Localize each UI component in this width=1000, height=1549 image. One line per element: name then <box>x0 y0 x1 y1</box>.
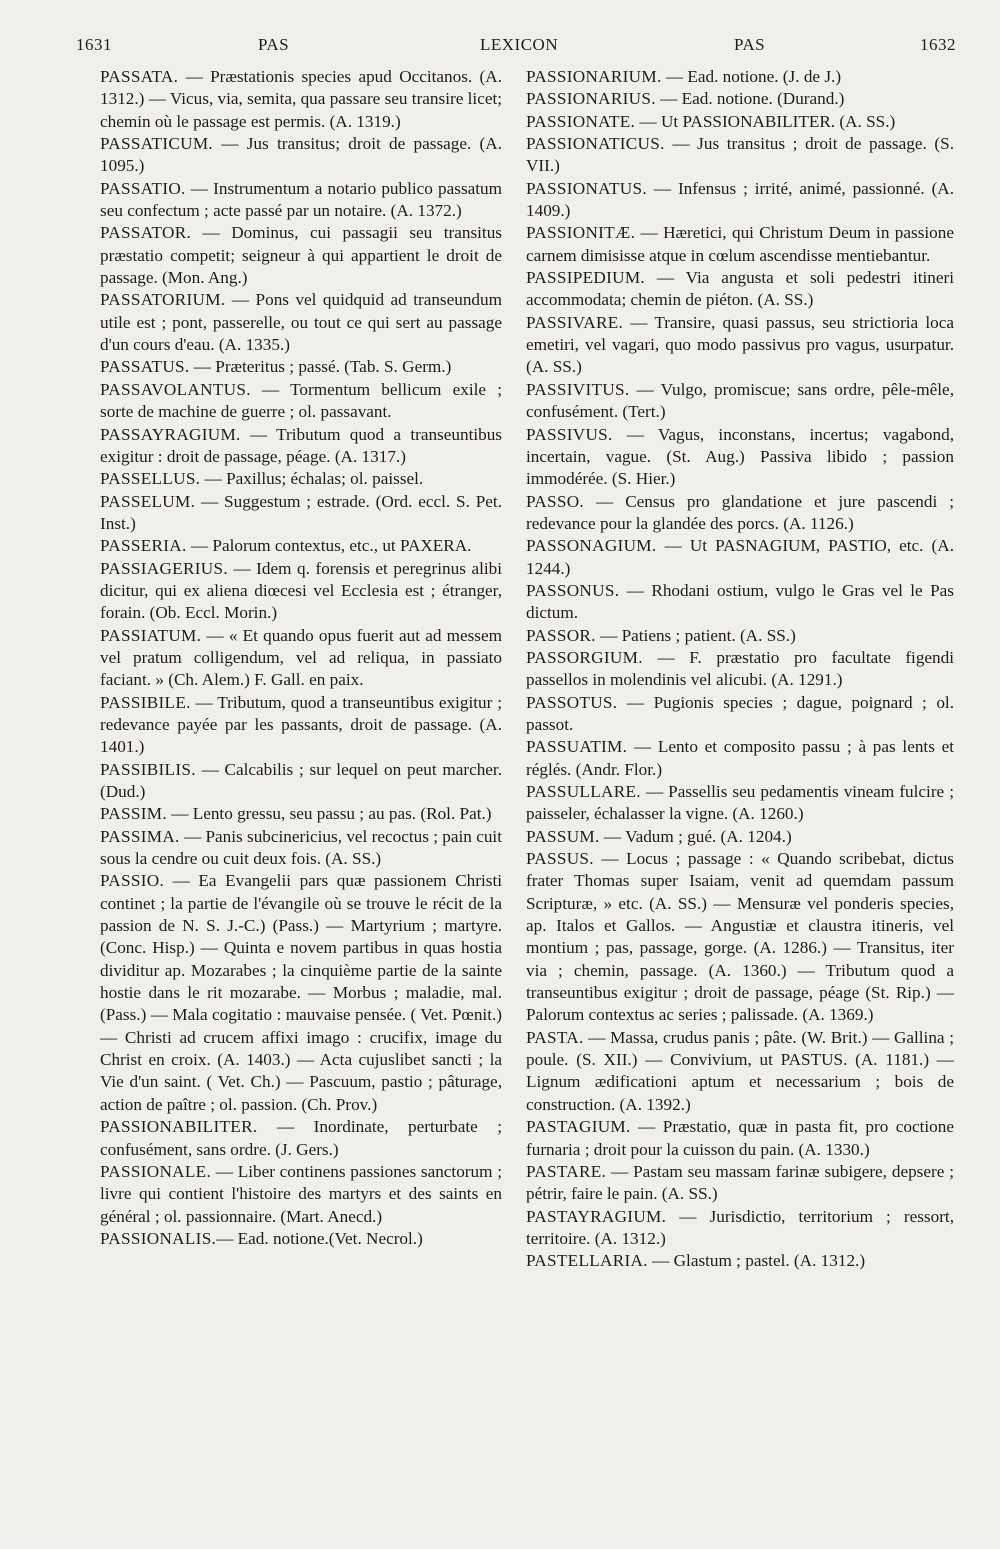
entry-headword: PASSONAGIUM. <box>526 536 657 556</box>
entry-headword: PASSIVUS. <box>526 424 613 444</box>
dictionary-entry <box>100 66 502 133</box>
entry-headword: PASTAGIUM. <box>526 1117 631 1137</box>
dictionary-entry <box>526 1116 954 1161</box>
dictionary-entry <box>100 468 502 490</box>
entry-definition: — Glastum ; pastel. (A. 1312.) <box>647 1251 866 1271</box>
dictionary-entry <box>526 692 954 737</box>
entry-headword: PASSIAGERIUS. <box>100 558 228 578</box>
entry-definition: — Ead. notione. (J. de J.) <box>661 67 842 86</box>
dictionary-entry <box>526 312 954 379</box>
entry-definition: — Dominus, cui passagii seu transitus præstatio competit; seigneur à qui appartient le droit de passage. (Mon. Ang.) <box>100 223 502 288</box>
dictionary-entry <box>526 133 954 178</box>
entry-headword: PASTAYRAGIUM. <box>526 1206 667 1226</box>
dictionary-entry <box>526 178 954 223</box>
entry-definition: — Ut PASNAGIUM, PASTIO, etc. (A. 1244.) <box>526 536 954 578</box>
entry-definition: — Præteritus ; passé. (Tab. S. Germ.) <box>189 357 452 377</box>
left-column <box>100 66 502 1250</box>
entry-headword: PASTARE. <box>526 1161 607 1181</box>
entry-headword: PASSIONARIUM. <box>526 67 662 86</box>
entry-definition: — Vulgo, promiscue; sans ordre, pêle-mêle, confusément. (Tert.) <box>526 379 954 422</box>
entry-headword: PASSIO. <box>100 871 165 891</box>
dictionary-entry <box>526 1250 954 1272</box>
entry-headword: PASSIMA. <box>100 826 180 846</box>
entry-headword: PASSIONALIS. <box>100 1228 217 1248</box>
entry-definition: — Tormentum bellicum exile ; sorte de machine de guerre ; ol. passavant. <box>100 379 502 422</box>
dictionary-entry <box>526 267 954 312</box>
entry-headword: PASSIM. <box>100 804 167 824</box>
dictionary-entry <box>100 356 502 378</box>
entry-headword: PASSIONABILITER. <box>100 1117 258 1137</box>
entry-headword: PASSIONITÆ. <box>526 223 636 243</box>
entry-definition: — Patiens ; patient. (A. SS.) <box>595 625 796 645</box>
entry-headword: PASSOTUS. <box>526 692 618 712</box>
dictionary-entry <box>526 1161 954 1206</box>
dictionary-entry <box>526 781 954 826</box>
dictionary-entry <box>100 803 502 825</box>
entry-definition: — « Et quando opus fuerit aut ad messem vel pratum colligendum, vel ad reliqua, in passiato faciant. » (Ch. Alem.) F. Gall. en paix. <box>100 625 502 690</box>
entry-definition: — Census pro glandatione et jure pascendi ; redevance pour la glandée des porcs. (A. 1126.) <box>526 491 954 533</box>
dictionary-entry <box>100 491 502 536</box>
entry-headword: PASSATA. <box>100 67 179 86</box>
right-column <box>526 66 954 1273</box>
entry-headword: PASSATOR. <box>100 223 192 243</box>
dictionary-entry <box>526 647 954 692</box>
entry-headword: PASSERIA. <box>100 536 187 556</box>
dictionary-entry <box>526 88 954 110</box>
entry-definition: — Suggestum ; estrade. (Ord. eccl. S. Pet. Inst.) <box>100 491 502 533</box>
dictionary-entry <box>526 1206 954 1251</box>
entry-headword: PASSONUS. <box>526 580 620 600</box>
entry-definition: — Pons vel quidquid ad transeundum utile est ; pont, passerelle, ou tout ce qui sert au passage d'un cours d'eau. (A. 1335.) <box>100 290 502 355</box>
entry-definition: — Massa, crudus panis ; pâte. (W. Brit.) — Gallina ; poule. (S. XII.) — Convivium, ut PASTUS. (A. 1181.) — Lignum ædificationi aptum et necessarium ; bois de construction. (A. 1392.) <box>526 1027 954 1114</box>
entry-headword: PASSATICUM. <box>100 134 213 154</box>
dictionary-entry <box>526 826 954 848</box>
dictionary-entry <box>100 424 502 469</box>
dictionary-entry <box>100 1161 502 1228</box>
entry-headword: PASSIBILIS. <box>100 759 196 779</box>
dictionary-entry <box>100 625 502 692</box>
running-header <box>62 35 956 61</box>
entry-headword: PASSIATUM. <box>100 625 202 645</box>
entry-definition: — Vadum ; gué. (A. 1204.) <box>599 826 792 846</box>
dictionary-entry <box>100 1228 502 1250</box>
left-page-number: 1631 <box>76 35 112 54</box>
entry-definition: — Liber continens passiones sanctorum ; livre qui contient l'histoire des martyrs et des saints en général ; ol. passionnaire. (Mart. Anecd.) <box>100 1161 502 1226</box>
dictionary-entry <box>526 625 954 647</box>
entry-headword: PASSIONARIUS. <box>526 89 656 109</box>
entry-headword: PASSATIO. <box>100 178 186 198</box>
dictionary-entry <box>100 222 502 289</box>
entry-headword: PASTELLARIA. <box>526 1251 648 1271</box>
entry-headword: PASSELLUS. <box>100 469 201 489</box>
entry-headword: PASSOR. <box>526 625 596 645</box>
entry-headword: PASSAYRAGIUM. <box>100 424 241 444</box>
dictionary-entry <box>526 580 954 625</box>
entry-definition: — Infensus ; irrité, animé, passionné. (A. 1409.) <box>526 178 954 221</box>
dictionary-entry <box>100 535 502 557</box>
entry-definition: — Inordinate, perturbate ; confusément, sans ordre. (J. Gers.) <box>100 1117 502 1159</box>
entry-headword: PASSELUM. <box>100 491 196 511</box>
entry-headword: PASSIPEDIUM. <box>526 268 646 288</box>
entry-definition: — Calcabilis ; sur lequel on peut marcher. (Dud.) <box>100 759 502 801</box>
dictionary-entry <box>526 111 954 133</box>
entry-definition: — Via angusta et soli pedestri itineri accommodata; chemin de piéton. (A. SS.) <box>526 268 954 310</box>
entry-headword: PASSIONATUS. <box>526 178 647 198</box>
entry-definition: — Locus ; passage : « Quando scribebat, dictus frater Thomas super Isaiam, venit ad quemdam passum Scripturæ, » etc. (A. SS.) — Mensuræ vel ponderis species, ap. Italos et Gallos. — Angustiæ et claustra itineris, vel montium ; pas, passage, gorge. (A. 1286.) — Transitus, iter via ; chemin, passage. (A. 1360.) — Tributum quod a transeuntibus exigitur ; droit de passage, péage (St. Rip.) — Palorum contextus ac series ; palissade. (A. 1369.) <box>526 849 954 1025</box>
entry-definition: — Ead. notione.(Vet. Necrol.) <box>216 1228 423 1248</box>
entry-headword: PASSIONALE. <box>100 1161 212 1181</box>
entry-definition: — Præstatio, quæ in pasta fit, pro coctione furnaria ; droit pour la cuisson du pain. (A. 1330.) <box>526 1117 954 1159</box>
dictionary-entry <box>526 491 954 536</box>
entry-headword: PASSIONATE. <box>526 111 636 131</box>
entry-definition: — Pugionis species ; dague, poignard ; ol. passot. <box>526 692 954 734</box>
dictionary-entry <box>100 759 502 804</box>
dictionary-entry <box>100 379 502 424</box>
dictionary-entry <box>526 66 954 88</box>
dictionary-entry <box>100 692 502 759</box>
entry-definition: — F. præstatio pro facultate figendi passellos in molendinis vel alicubi. (A. 1291.) <box>526 647 954 690</box>
entry-definition: — Idem q. forensis et peregrinus alibi dicitur, qui ex aliena diœcesi vel Ecclesia est ; étranger, forain. (Ob. Eccl. Morin.) <box>100 558 502 623</box>
entry-headword: PASSIVITUS. <box>526 379 630 399</box>
entry-definition: — Paxillus; échalas; ol. paissel. <box>200 469 424 489</box>
entry-headword: PASTA. <box>526 1027 584 1047</box>
dictionary-entry <box>100 870 502 1116</box>
entry-headword: PASSATORIUM. <box>100 290 226 310</box>
dictionary-entry <box>100 1116 502 1161</box>
dictionary-entry <box>526 379 954 424</box>
entry-definition: — Palorum contextus, etc., ut PAXERA. <box>186 536 472 556</box>
entry-definition: — Præstationis species apud Occitanos. (A. 1312.) — Vicus, via, semita, qua passare seu transire licet; chemin où le passage est permis. (A. 1319.) <box>100 67 502 131</box>
entry-headword: PASSAVOLANTUS. <box>100 379 251 399</box>
entry-headword: PASSUM. <box>526 826 600 846</box>
entry-definition: — Tributum, quod a transeuntibus exigitur ; redevance payée par les passants, droit de passage. (A. 1401.) <box>100 692 502 757</box>
entry-definition: — Pastam seu massam farinæ subigere, depsere ; pétrir, faire le pain. (A. SS.) <box>526 1161 954 1204</box>
entry-definition: — Ut PASSIONABILITER. (A. SS.) <box>635 111 896 131</box>
entry-definition: — Vagus, inconstans, incertus; vagabond, incertain, vague. (St. Aug.) Passiva libido ; passion immodérée. (S. Hier.) <box>526 424 954 489</box>
entry-headword: PASSULLARE. <box>526 782 641 801</box>
entry-headword: PASSO. <box>526 491 585 511</box>
entry-definition: — Ea Evangelii pars quæ passionem Christi continet ; la partie de l'évangile où se trouve le récit de la passion de N. S. J.-C.) (Pass.) — Martyrium ; martyre. (Conc. Hisp.) — Quinta e novem partibus in quas hostia dividitur ap. Mozarabes ; la cinquième partie de la sainte hostie dans le rit mozarabe. — Morbus ; maladie, mal. (Pass.) — Mala cogitatio : mauvaise pensée. ( Vet. Pœnit.) — Christi ad crucem affixi imago : crucifix, image du Christ en croix. (A. 1403.) — Acta cujuslibet sancti ; la Vie d'un saint. ( Vet. Ch.) — Pascuum, pastio ; pâturage, action de paître ; ol. passion. (Ch. Prov.) <box>100 871 502 1114</box>
left-guide-word: PAS <box>258 35 290 54</box>
entry-definition: — Lento et composito passu ; à pas lents et réglés. (Andr. Flor.) <box>526 737 954 779</box>
dictionary-entry <box>100 289 502 356</box>
dictionary-entry <box>100 826 502 871</box>
entry-definition: — Passellis seu pedamentis vineam fulcire ; paisseler, échalasser la vigne. (A. 1260.) <box>526 782 954 824</box>
dictionary-entry <box>526 848 954 1027</box>
entry-definition: — Ead. notione. (Durand.) <box>655 89 845 109</box>
entry-definition: — Jurisdictio, territorium ; ressort, territoire. (A. 1312.) <box>526 1206 954 1248</box>
entry-definition: — Tributum quod a transeuntibus exigitur : droit de passage, péage. (A. 1317.) <box>100 424 502 466</box>
dictionary-entry <box>526 222 954 267</box>
entry-definition: — Transire, quasi passus, seu strictioria loca emetiri, vel vagari, quo modo passivus pro vagus, usurpatur. (A. SS.) <box>526 312 954 377</box>
entry-definition: — Rhodani ostium, vulgo le Gras vel le Pas dictum. <box>526 580 954 623</box>
dictionary-entry <box>100 558 502 625</box>
entry-headword: PASSIVARE. <box>526 312 624 332</box>
dictionary-entry <box>526 424 954 491</box>
dictionary-entry <box>526 736 954 781</box>
entry-headword: PASSORGIUM. <box>526 647 643 667</box>
entry-headword: PASSUS. <box>526 849 594 869</box>
lexicon-title: LEXICON <box>480 35 559 54</box>
entry-definition: — Lento gressu, seu passu ; au pas. (Rol. Pat.) <box>166 804 492 824</box>
entry-definition: — Hæretici, qui Christum Deum in passione carnem dimisisse atque in cœlum ascendisse mentiebantur. <box>526 223 954 265</box>
dictionary-entry <box>100 133 502 178</box>
entry-headword: PASSIBILE. <box>100 692 191 712</box>
right-page-number: 1632 <box>920 35 956 54</box>
entry-headword: PASSATUS. <box>100 357 190 377</box>
dictionary-entry <box>526 1027 954 1116</box>
entry-headword: PASSIONATICUS. <box>526 134 665 154</box>
entry-headword: PASSUATIM. <box>526 737 628 757</box>
right-guide-word: PAS <box>734 35 766 54</box>
entry-definition: — Instrumentum a notario publico passatum seu confectum ; acte passé par un notaire. (A. 1372.) <box>100 178 502 221</box>
entry-definition: — Panis subcinericius, vel recoctus ; pain cuit sous la cendre ou cuit deux fois. (A. SS.) <box>100 826 502 869</box>
dictionary-entry <box>100 178 502 223</box>
entry-definition: — Jus transitus; droit de passage. (A. 1095.) <box>100 134 502 176</box>
entry-definition: — Jus transitus ; droit de passage. (S. VII.) <box>526 134 954 176</box>
dictionary-entry <box>526 535 954 580</box>
